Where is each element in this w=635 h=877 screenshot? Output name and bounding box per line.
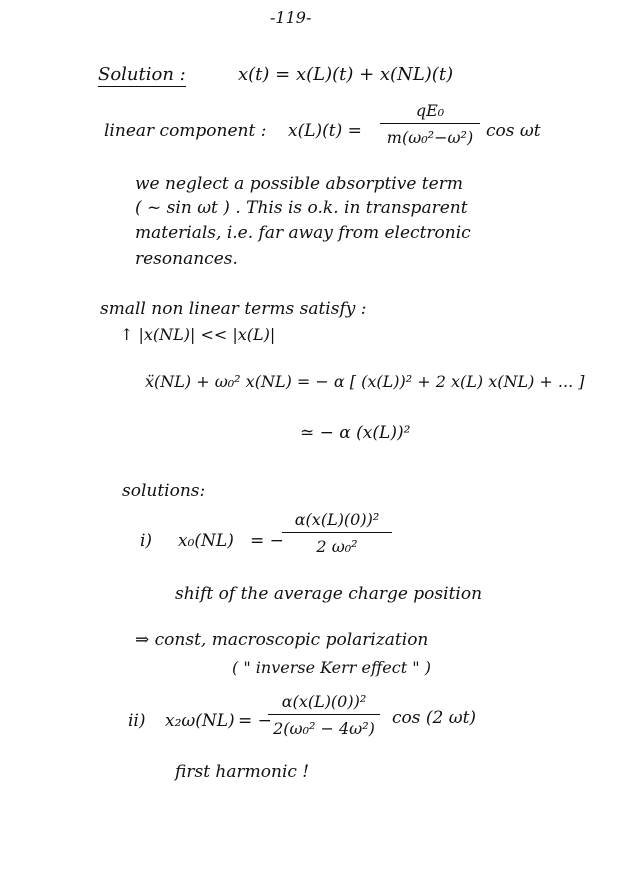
nonlinear-ode: ẍ(NL) + ω₀² x(NL) = − α [ (x(L))² + 2 x(L) x(NL) + ... ] xyxy=(145,372,585,391)
linear-fraction xyxy=(380,101,480,147)
note-line-2: ( ~ sin ωt ) . This is o.k. in transparent xyxy=(135,198,468,218)
page-number: -119- xyxy=(270,8,312,27)
solution-ii-denominator: 2(ω₀² − 4ω²) xyxy=(273,719,375,738)
solution-i-fraction xyxy=(282,510,392,556)
implication-line-1: ⇒ const, macroscopic polarization xyxy=(135,630,429,650)
nonlinear-condition: ↑ |x(NL)| << |x(L)| xyxy=(120,325,276,344)
linear-factor: cos ωt xyxy=(486,121,541,141)
nonlinear-approx: ≃ − α (x(L))² xyxy=(300,423,411,443)
solution-ii-lhs: x₂ω(NL) xyxy=(165,711,235,731)
linear-label: linear component : xyxy=(104,121,267,141)
solution-ii-factor: cos (2 ωt) xyxy=(392,708,477,728)
note-line-4: resonances. xyxy=(135,249,238,269)
linear-denominator: m(ω₀²−ω²) xyxy=(386,128,474,147)
solution-i-label: i) xyxy=(140,531,153,551)
solution-i-denominator: 2 ω₀² xyxy=(316,537,358,556)
linear-numerator: qE₀ xyxy=(415,101,445,120)
solution-ii-label: ii) xyxy=(128,711,146,731)
nonlinear-label: small non linear terms satisfy : xyxy=(100,299,367,319)
note-line-1: we neglect a possible absorptive term xyxy=(135,174,463,194)
solution-i-eq: = − xyxy=(250,531,284,551)
solution-ii-eq: = − xyxy=(238,711,272,731)
solution-heading: Solution : xyxy=(98,64,186,85)
solution-i-note: shift of the average charge position xyxy=(175,584,483,604)
linear-lhs: x(L)(t) = xyxy=(288,121,362,141)
solutions-label: solutions: xyxy=(122,481,206,501)
implication-line-2: ( " inverse Kerr effect " ) xyxy=(232,658,431,677)
solution-ii-numerator: α(x(L)(0))² xyxy=(281,692,367,711)
solution-equation: x(t) = x(L)(t) + x(NL)(t) xyxy=(238,64,454,85)
solution-ii-fraction xyxy=(268,692,380,738)
solution-ii-note: first harmonic ! xyxy=(175,762,310,782)
note-line-3: materials, i.e. far away from electronic xyxy=(135,223,471,243)
solution-i-lhs: x₀(NL) xyxy=(178,531,234,551)
solution-i-numerator: α(x(L)(0))² xyxy=(294,510,380,529)
